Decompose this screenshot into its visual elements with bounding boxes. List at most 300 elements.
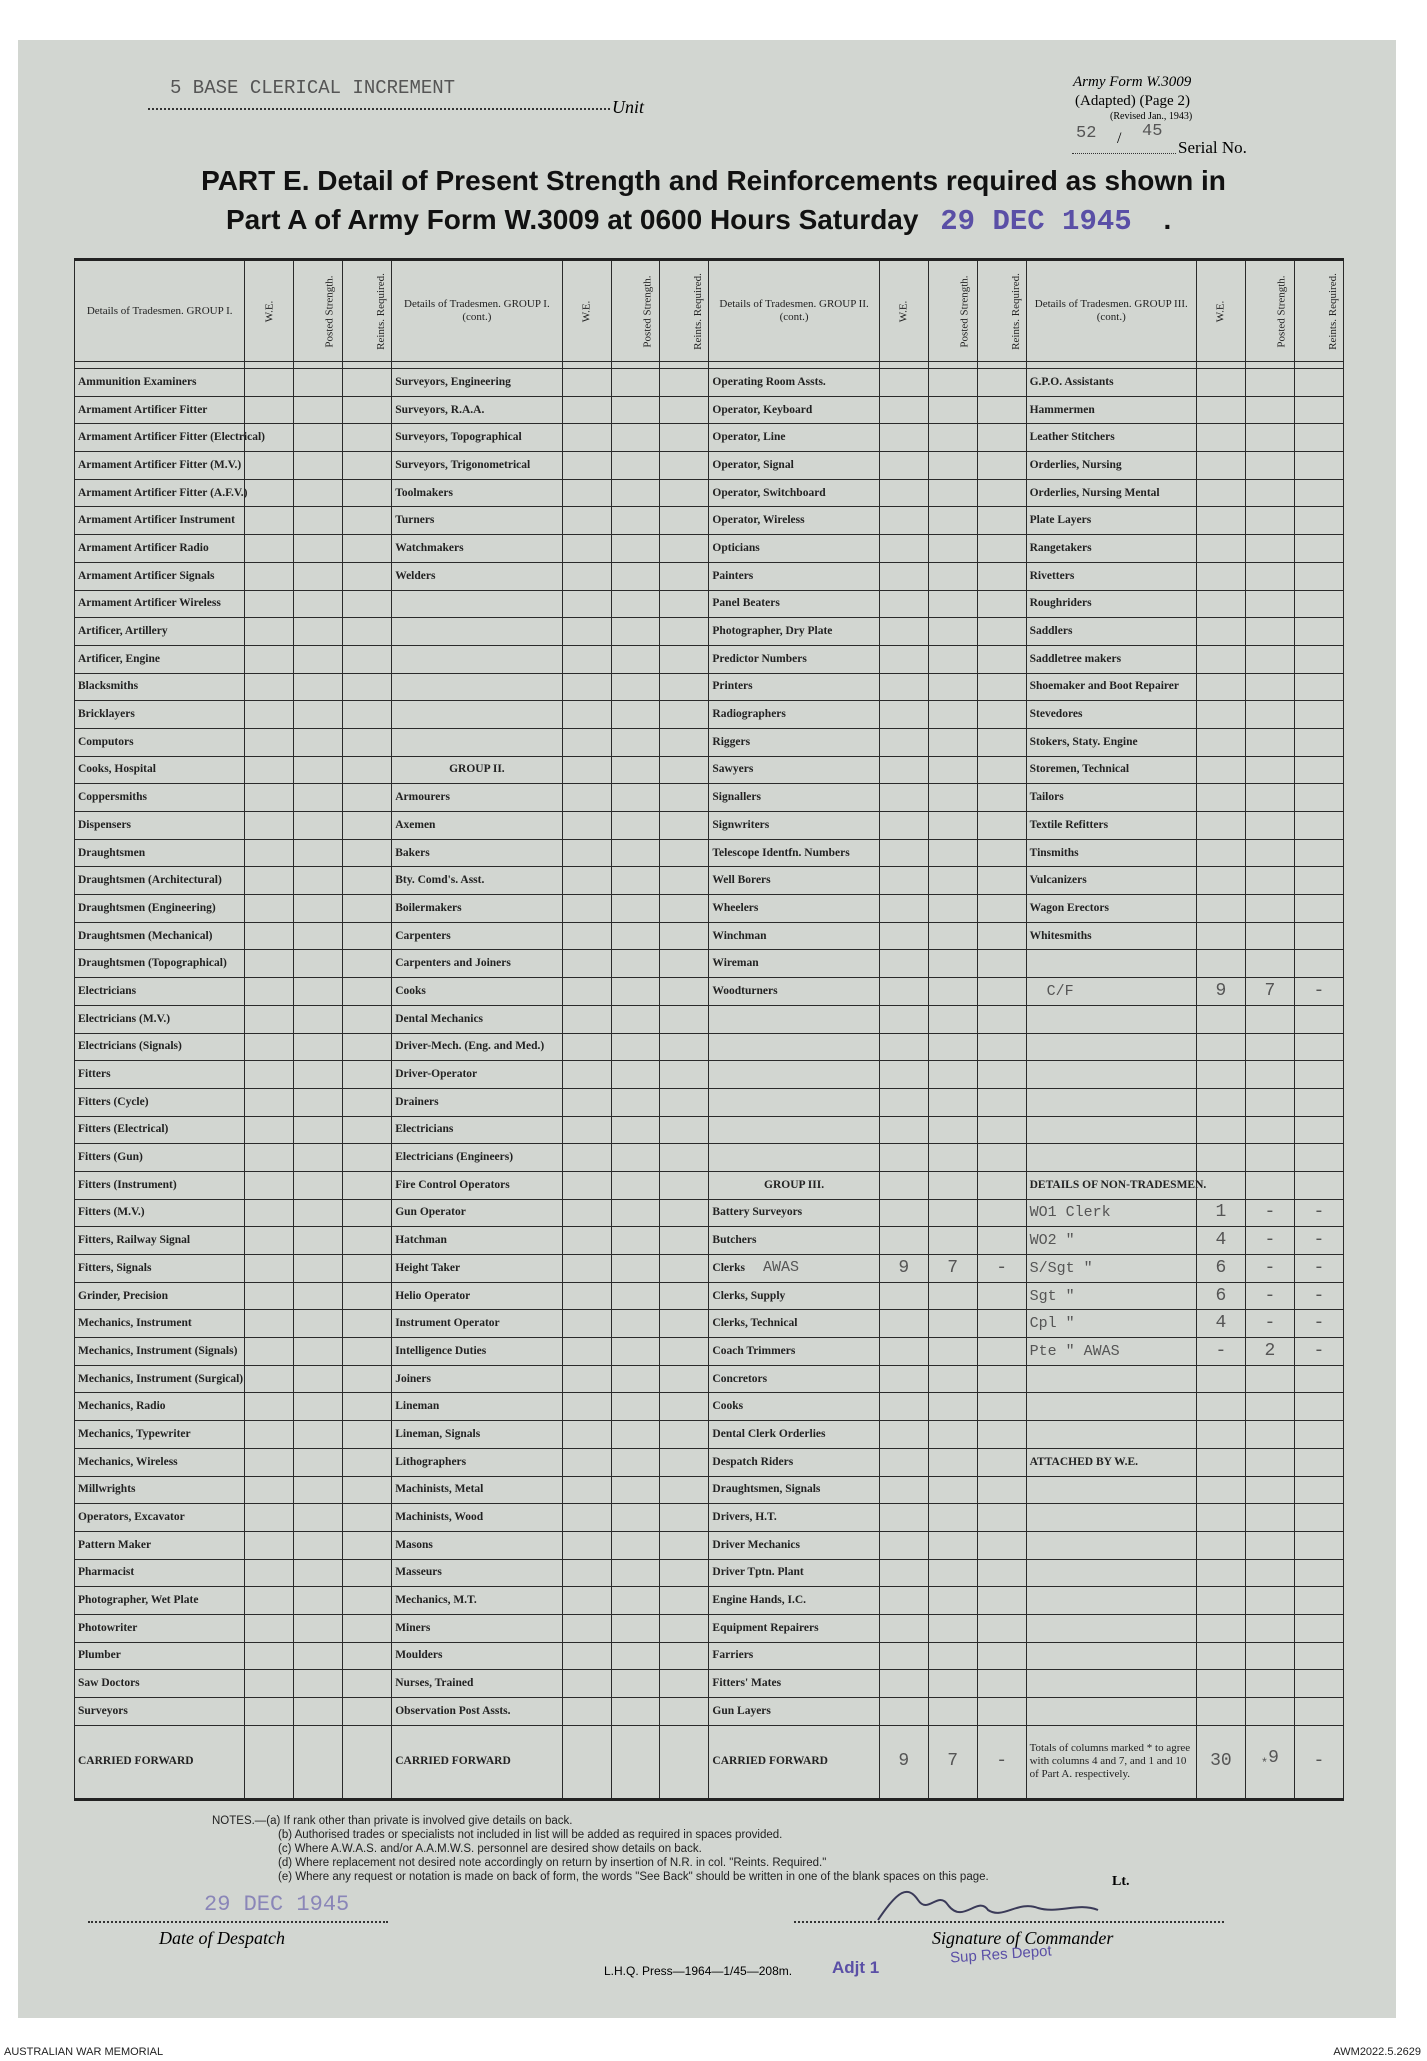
note-a: NOTES.—(a) If rank other than private is involved give details on back. <box>212 1815 573 1827</box>
trade-label: Miners <box>392 1614 562 1642</box>
trade-label: Tailors <box>1026 784 1196 812</box>
trade-label: Bakers <box>392 839 562 867</box>
value-we <box>562 1061 611 1089</box>
value-we <box>1196 618 1245 646</box>
value-posted <box>1245 1421 1294 1449</box>
table-row <box>75 756 1344 784</box>
table-row <box>75 1033 1344 1061</box>
value-reinf <box>1294 922 1343 950</box>
header-we: W.E. <box>245 260 294 362</box>
value-we <box>879 1614 928 1642</box>
trade-label: Operator, Signal <box>709 452 879 480</box>
value-we: 6 <box>1196 1255 1245 1283</box>
value-we: 9 <box>1196 978 1245 1006</box>
value-posted <box>928 562 977 590</box>
trade-label: Masons <box>392 1531 562 1559</box>
trade-label: Electricians (Signals) <box>75 1033 245 1061</box>
trade-label: Fitters (Instrument) <box>75 1171 245 1199</box>
value-reinf <box>1294 812 1343 840</box>
trade-label: Carpenters and Joiners <box>392 950 562 978</box>
value-posted <box>611 1227 660 1255</box>
value-posted <box>928 1282 977 1310</box>
value-posted: - <box>1245 1255 1294 1283</box>
value-we <box>562 867 611 895</box>
value-reinf <box>977 1338 1026 1366</box>
trade-label: Surveyors, Trigonometrical <box>392 452 562 480</box>
value-posted <box>928 922 977 950</box>
value-we <box>562 1282 611 1310</box>
trade-label: Electricians (Engineers) <box>392 1144 562 1172</box>
value-posted <box>1245 479 1294 507</box>
value-posted <box>928 1116 977 1144</box>
header-we: W.E. <box>1196 260 1245 362</box>
value-posted: 7 <box>928 1255 977 1283</box>
value-posted <box>928 1338 977 1366</box>
value-posted <box>928 1033 977 1061</box>
value-we <box>562 1587 611 1615</box>
value-reinf <box>977 1587 1026 1615</box>
trade-label: ATTACHED BY W.E. <box>1026 1448 1196 1476</box>
trade-label: Stevedores <box>1026 701 1196 729</box>
value-we <box>1196 1587 1245 1615</box>
value-posted <box>294 1504 343 1532</box>
value-reinf <box>977 1116 1026 1144</box>
value-posted <box>611 1310 660 1338</box>
value-we <box>879 507 928 535</box>
trade-label <box>1026 1393 1196 1421</box>
trade-label: WO2 " <box>1026 1227 1196 1255</box>
value-we <box>1196 922 1245 950</box>
value-reinf <box>977 1642 1026 1670</box>
value-posted <box>611 452 660 480</box>
trade-label <box>1026 1365 1196 1393</box>
value-reinf <box>343 1033 392 1061</box>
value-we: 4 <box>1196 1310 1245 1338</box>
value-we <box>562 424 611 452</box>
value-we <box>879 1144 928 1172</box>
trade-label: Artificer, Engine <box>75 645 245 673</box>
value-reinf <box>343 590 392 618</box>
value-posted <box>611 1587 660 1615</box>
carried-forward-label: CARRIED FORWARD <box>75 1725 245 1799</box>
value-we <box>1196 839 1245 867</box>
trade-label: Riggers <box>709 728 879 756</box>
trade-label: Instrument Operator <box>392 1310 562 1338</box>
trade-label: Fitters, Signals <box>75 1255 245 1283</box>
value-we <box>879 1282 928 1310</box>
value-we <box>879 812 928 840</box>
value-reinf <box>977 1421 1026 1449</box>
value-reinf <box>660 1393 709 1421</box>
value-reinf <box>1294 1393 1343 1421</box>
value-reinf <box>977 701 1026 729</box>
value-posted <box>928 618 977 646</box>
value-we <box>562 1171 611 1199</box>
value-we <box>245 1061 294 1089</box>
trade-label <box>709 1088 879 1116</box>
table-row <box>75 1587 1344 1615</box>
note-e: (e) Where any request or notation is made on back of form, the words "See Back" should be written in one of the blank spaces on this page. <box>278 1871 989 1883</box>
value-posted <box>611 535 660 563</box>
trade-label: Surveyors, Engineering <box>392 369 562 397</box>
value-we <box>1196 1504 1245 1532</box>
value-posted <box>1245 673 1294 701</box>
carried-forward-label: CARRIED FORWARD <box>709 1725 879 1799</box>
value-posted <box>611 839 660 867</box>
value-we <box>562 1531 611 1559</box>
table-row <box>75 1698 1344 1726</box>
value-reinf <box>977 618 1026 646</box>
value-reinf <box>343 562 392 590</box>
trade-label: Vulcanizers <box>1026 867 1196 895</box>
value-posted <box>1245 1642 1294 1670</box>
value-posted <box>1245 618 1294 646</box>
value-reinf <box>660 1033 709 1061</box>
value-reinf <box>660 1642 709 1670</box>
value-we <box>245 1227 294 1255</box>
value-we <box>562 1033 611 1061</box>
trade-label <box>1026 1421 1196 1449</box>
value-reinf <box>977 1061 1026 1089</box>
value-reinf <box>1294 369 1343 397</box>
trade-label <box>1026 1642 1196 1670</box>
value-posted <box>611 590 660 618</box>
table-row <box>75 1531 1344 1559</box>
value-reinf <box>343 1255 392 1283</box>
value-reinf <box>343 1587 392 1615</box>
trade-label <box>709 1061 879 1089</box>
value-reinf <box>660 369 709 397</box>
value-we <box>1196 535 1245 563</box>
trade-label: Blacksmiths <box>75 673 245 701</box>
value-we <box>245 978 294 1006</box>
value-reinf <box>660 1614 709 1642</box>
value-posted <box>611 1531 660 1559</box>
value-posted <box>928 1448 977 1476</box>
value-we <box>562 701 611 729</box>
value-reinf <box>1294 701 1343 729</box>
value-posted <box>611 1033 660 1061</box>
value-posted <box>611 1421 660 1449</box>
value-posted <box>1245 1061 1294 1089</box>
value-we <box>562 1476 611 1504</box>
value-posted <box>1245 1393 1294 1421</box>
value-posted <box>611 1504 660 1532</box>
value-reinf <box>1294 1088 1343 1116</box>
value-reinf <box>1294 1670 1343 1698</box>
value-reinf <box>343 1476 392 1504</box>
value-reinf <box>977 396 1026 424</box>
trade-label: Axemen <box>392 812 562 840</box>
trade-label: Textile Refitters <box>1026 812 1196 840</box>
value-reinf <box>343 1005 392 1033</box>
trade-label: Signwriters <box>709 812 879 840</box>
value-we <box>1196 1614 1245 1642</box>
value-posted <box>928 452 977 480</box>
value-we <box>879 1642 928 1670</box>
table-row <box>75 1421 1344 1449</box>
value-reinf <box>977 1088 1026 1116</box>
value-posted <box>928 950 977 978</box>
value-we <box>245 535 294 563</box>
value-posted <box>294 535 343 563</box>
value-posted <box>294 1338 343 1366</box>
footer-left: AUSTRALIAN WAR MEMORIAL <box>4 2046 164 2058</box>
value-we <box>562 1310 611 1338</box>
trade-label: Armament Artificer Fitter (Electrical) <box>75 424 245 452</box>
value-posted <box>928 978 977 1006</box>
value-posted <box>611 1614 660 1642</box>
value-posted <box>1245 1476 1294 1504</box>
value-we <box>245 590 294 618</box>
value-we <box>1196 507 1245 535</box>
value-we <box>245 1365 294 1393</box>
trade-label: Wireman <box>709 950 879 978</box>
value-posted <box>294 590 343 618</box>
value-reinf <box>977 812 1026 840</box>
value-reinf <box>343 839 392 867</box>
value-posted <box>928 1199 977 1227</box>
value-we <box>562 1448 611 1476</box>
value-we <box>879 1504 928 1532</box>
table-row <box>75 839 1344 867</box>
value-we: 6 <box>1196 1282 1245 1310</box>
value-posted <box>928 1393 977 1421</box>
value-we <box>245 1642 294 1670</box>
value-posted <box>611 1255 660 1283</box>
trade-label: Saddlers <box>1026 618 1196 646</box>
value-reinf <box>1294 1476 1343 1504</box>
value-reinf <box>343 950 392 978</box>
value-reinf: - <box>1294 1199 1343 1227</box>
trade-label: Fitters (Gun) <box>75 1144 245 1172</box>
value-posted <box>611 895 660 923</box>
value-reinf <box>660 1476 709 1504</box>
trade-label: Hammermen <box>1026 396 1196 424</box>
value-reinf <box>660 1421 709 1449</box>
value-posted <box>928 1171 977 1199</box>
value-posted <box>294 1061 343 1089</box>
value-we <box>1196 1698 1245 1726</box>
value-reinf <box>343 701 392 729</box>
value-reinf <box>1294 618 1343 646</box>
table-row <box>75 1005 1344 1033</box>
value-we <box>1196 479 1245 507</box>
value-we <box>1196 895 1245 923</box>
trade-label: Photographer, Wet Plate <box>75 1587 245 1615</box>
trade-label: Dispensers <box>75 812 245 840</box>
trade-label: Well Borers <box>709 867 879 895</box>
trade-label: Millwrights <box>75 1476 245 1504</box>
value-posted <box>294 1365 343 1393</box>
value-we <box>879 1698 928 1726</box>
value-we <box>879 1199 928 1227</box>
value-we <box>1196 1116 1245 1144</box>
value-posted: - <box>1245 1227 1294 1255</box>
value-posted <box>928 728 977 756</box>
value-reinf <box>977 1310 1026 1338</box>
value-reinf <box>343 1670 392 1698</box>
trade-label: Engine Hands, I.C. <box>709 1587 879 1615</box>
signature-line <box>794 1921 1224 1923</box>
value-posted <box>928 1005 977 1033</box>
value-posted <box>928 645 977 673</box>
trade-label: Gun Operator <box>392 1199 562 1227</box>
value-posted <box>611 507 660 535</box>
trade-label: Plumber <box>75 1642 245 1670</box>
trade-label <box>1026 1587 1196 1615</box>
value-reinf <box>660 1365 709 1393</box>
header-group1-cont: Details of Tradesmen. GROUP I. (cont.) <box>392 260 562 362</box>
value-posted <box>1245 1698 1294 1726</box>
trade-label: Equipment Repairers <box>709 1614 879 1642</box>
signature-label: Signature of Commander <box>932 1928 1114 1948</box>
table-row <box>75 1365 1344 1393</box>
table-row <box>75 867 1344 895</box>
value-reinf <box>977 895 1026 923</box>
value-posted <box>294 1531 343 1559</box>
value-posted <box>1245 1504 1294 1532</box>
trade-label <box>1026 1144 1196 1172</box>
value-we <box>562 1614 611 1642</box>
value-posted <box>928 1310 977 1338</box>
cf-posted: 7 <box>928 1725 977 1799</box>
value-we <box>562 784 611 812</box>
header-posted: Posted Strength. <box>1245 260 1294 362</box>
value-reinf <box>660 424 709 452</box>
value-posted <box>928 1504 977 1532</box>
trade-label: Clerks, Technical <box>709 1310 879 1338</box>
trade-label: Machinists, Metal <box>392 1476 562 1504</box>
title-dot: . <box>1163 204 1172 235</box>
value-reinf <box>660 784 709 812</box>
trade-label: Ammunition Examiners <box>75 369 245 397</box>
value-reinf <box>660 1504 709 1532</box>
header-posted: Posted Strength. <box>928 260 977 362</box>
value-we <box>562 479 611 507</box>
page-title-line2 <box>226 204 1171 238</box>
trade-label: Winchman <box>709 922 879 950</box>
value-posted <box>294 424 343 452</box>
value-we <box>562 1698 611 1726</box>
trade-label: Rangetakers <box>1026 535 1196 563</box>
value-reinf <box>977 424 1026 452</box>
value-posted <box>928 1559 977 1587</box>
trade-label <box>1026 1088 1196 1116</box>
value-we <box>879 1338 928 1366</box>
value-posted <box>928 1587 977 1615</box>
value-posted <box>611 673 660 701</box>
value-we <box>245 728 294 756</box>
value-we <box>879 424 928 452</box>
value-reinf <box>343 673 392 701</box>
value-reinf <box>660 1199 709 1227</box>
value-we <box>1196 1448 1245 1476</box>
value-posted <box>1245 590 1294 618</box>
trade-label: Cooks, Hospital <box>75 756 245 784</box>
trade-label: Intelligence Duties <box>392 1338 562 1366</box>
value-reinf <box>977 867 1026 895</box>
value-posted <box>928 396 977 424</box>
value-we <box>245 1255 294 1283</box>
trade-label: Saw Doctors <box>75 1670 245 1698</box>
trade-label: Orderlies, Nursing Mental <box>1026 479 1196 507</box>
value-posted <box>294 673 343 701</box>
header-reinf: Reints. Required. <box>343 260 392 362</box>
value-posted <box>611 618 660 646</box>
trade-label: Wheelers <box>709 895 879 923</box>
trade-label: Draughtsmen <box>75 839 245 867</box>
trade-label: Armament Artificer Instrument <box>75 507 245 535</box>
value-reinf <box>343 396 392 424</box>
value-we <box>879 369 928 397</box>
header-group2-cont: Details of Tradesmen. GROUP II. (cont.) <box>709 260 879 362</box>
value-posted <box>1245 950 1294 978</box>
trade-label: Orderlies, Nursing <box>1026 452 1196 480</box>
value-we <box>1196 950 1245 978</box>
notes-block <box>212 1814 989 1884</box>
trade-label: Mechanics, Wireless <box>75 1448 245 1476</box>
trade-label <box>1026 1614 1196 1642</box>
serial-typed: 52 <box>1076 124 1097 143</box>
value-posted <box>294 1005 343 1033</box>
note-d: (d) Where replacement not desired note accordingly on return by insertion of N.R. in col. "Reints. Required." <box>278 1857 827 1869</box>
value-posted <box>1245 424 1294 452</box>
value-reinf <box>977 1531 1026 1559</box>
value-we <box>562 1338 611 1366</box>
value-reinf <box>660 1670 709 1698</box>
value-we <box>879 645 928 673</box>
value-we <box>562 1144 611 1172</box>
trade-label: Nurses, Trained <box>392 1670 562 1698</box>
trade-label: Painters <box>709 562 879 590</box>
value-we <box>245 1199 294 1227</box>
value-posted: 7 <box>1245 978 1294 1006</box>
value-we <box>562 1393 611 1421</box>
header-group3-cont: Details of Tradesmen. GROUP III. (cont.) <box>1026 260 1196 362</box>
value-posted <box>294 618 343 646</box>
table-row <box>75 950 1344 978</box>
value-posted <box>928 701 977 729</box>
value-reinf <box>977 562 1026 590</box>
value-we <box>562 1255 611 1283</box>
value-reinf <box>977 839 1026 867</box>
trade-label: Draughtsmen (Architectural) <box>75 867 245 895</box>
value-reinf <box>977 978 1026 1006</box>
trade-label: Driver Mechanics <box>709 1531 879 1559</box>
value-reinf <box>977 645 1026 673</box>
table-row <box>75 1171 1344 1199</box>
carried-forward-label: CARRIED FORWARD <box>392 1725 562 1799</box>
trade-label: Fitters (M.V.) <box>75 1199 245 1227</box>
value-reinf <box>1294 867 1343 895</box>
value-we <box>879 978 928 1006</box>
value-posted <box>611 479 660 507</box>
cf-reinf: - <box>977 1725 1026 1799</box>
trade-label <box>1026 950 1196 978</box>
value-reinf <box>343 922 392 950</box>
header-reinf: Reints. Required. <box>977 260 1026 362</box>
value-reinf <box>343 452 392 480</box>
trade-label: Driver-Mech. (Eng. and Med.) <box>392 1033 562 1061</box>
value-reinf <box>660 673 709 701</box>
value-posted <box>611 645 660 673</box>
value-posted <box>611 1171 660 1199</box>
value-posted <box>611 728 660 756</box>
value-we <box>879 1033 928 1061</box>
value-reinf <box>660 728 709 756</box>
trade-label <box>709 1005 879 1033</box>
